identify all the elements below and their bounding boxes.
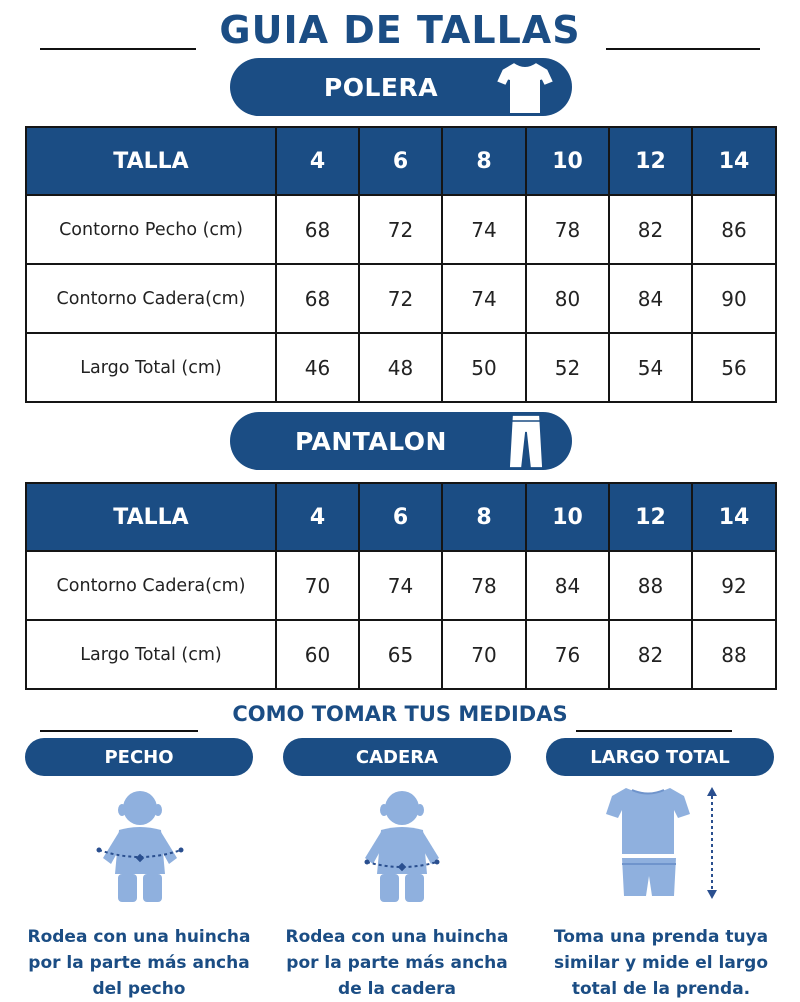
table-cell: 65: [359, 620, 442, 689]
pantalon-size-table: [25, 482, 777, 690]
header-cell: 8: [442, 483, 526, 551]
child-chest-icon: [85, 782, 195, 904]
table-cell: 88: [692, 620, 776, 689]
table-cell: 78: [442, 551, 526, 620]
pants-icon: [506, 412, 546, 470]
section-line-right: [576, 730, 732, 732]
header-cell: 12: [609, 483, 692, 551]
table-cell: 82: [609, 195, 692, 264]
table-cell: 54: [609, 333, 692, 402]
desc-line: Toma una prenda tuya: [553, 927, 769, 947]
desc-line: Rodea con una huincha: [285, 927, 509, 947]
table-cell: 84: [609, 264, 692, 333]
table-cell: 82: [609, 620, 692, 689]
header-cell: 10: [526, 483, 609, 551]
table-cell: 78: [526, 195, 609, 264]
table-cell: 74: [359, 551, 442, 620]
row-label: Contorno Cadera(cm): [26, 551, 276, 620]
desc-line: total de la prenda.: [571, 979, 751, 999]
header-cell: 4: [276, 483, 359, 551]
desc-line: por la parte más ancha: [286, 953, 508, 973]
cadera-pill: [283, 738, 511, 776]
table-cell: 74: [442, 264, 526, 333]
cadera-label: CADERA: [355, 746, 439, 768]
table-header-row: [26, 127, 776, 195]
table-cell: 80: [526, 264, 609, 333]
table-cell: 60: [276, 620, 359, 689]
table-cell: 68: [276, 195, 359, 264]
medidas-title-row: [0, 702, 800, 732]
pecho-pill: [25, 738, 253, 776]
table-cell: 68: [276, 264, 359, 333]
desc-line: de la cadera: [338, 979, 456, 999]
table-row: [26, 264, 776, 333]
table-cell: 76: [526, 620, 609, 689]
row-label: Largo Total (cm): [26, 333, 276, 402]
desc-line: Rodea con una huincha: [27, 927, 251, 947]
header-cell: 6: [359, 483, 442, 551]
row-label: Contorno Cadera(cm): [26, 264, 276, 333]
header-cell: TALLA: [26, 127, 276, 195]
garment-length-icon: [604, 784, 728, 904]
table-cell: 74: [442, 195, 526, 264]
section-line-left: [40, 730, 198, 732]
medidas-title: COMO TOMAR TUS MEDIDAS: [232, 702, 568, 726]
table-cell: 72: [359, 195, 442, 264]
table-cell: 56: [692, 333, 776, 402]
polera-label: POLERA: [323, 72, 439, 102]
cadera-description: [273, 924, 521, 1002]
pecho-description: [15, 924, 263, 1002]
table-cell: 72: [359, 264, 442, 333]
table-row: [26, 333, 776, 402]
table-cell: 48: [359, 333, 442, 402]
child-hip-icon: [347, 782, 457, 904]
header-cell: 6: [359, 127, 442, 195]
table-row: [26, 551, 776, 620]
header-cell: 12: [609, 127, 692, 195]
row-label: Contorno Pecho (cm): [26, 195, 276, 264]
page-title: GUIA DE TALLAS: [219, 8, 581, 52]
table-cell: 70: [442, 620, 526, 689]
header-cell: 10: [526, 127, 609, 195]
largo-total-label: LARGO TOTAL: [590, 746, 730, 768]
table-header-row: [26, 483, 776, 551]
table-cell: 90: [692, 264, 776, 333]
table-cell: 50: [442, 333, 526, 402]
polera-pill: [230, 58, 572, 116]
table-cell: 52: [526, 333, 609, 402]
table-cell: 88: [609, 551, 692, 620]
header-cell: 4: [276, 127, 359, 195]
largo-total-pill: [546, 738, 774, 776]
pantalon-label: PANTALON: [295, 426, 447, 456]
table-cell: 86: [692, 195, 776, 264]
largo-total-description: [536, 924, 786, 1002]
header-cell: 14: [692, 127, 776, 195]
table-row: [26, 195, 776, 264]
header-cell: 14: [692, 483, 776, 551]
desc-line: del pecho: [92, 979, 186, 999]
table-cell: 46: [276, 333, 359, 402]
header-cell: TALLA: [26, 483, 276, 551]
header-cell: 8: [442, 127, 526, 195]
table-cell: 92: [692, 551, 776, 620]
table-cell: 84: [526, 551, 609, 620]
table-cell: 70: [276, 551, 359, 620]
polera-size-table: [25, 126, 777, 403]
title-row: [0, 6, 800, 54]
tshirt-icon: [494, 56, 556, 118]
table-row: [26, 620, 776, 689]
title-line-right: [606, 48, 760, 50]
desc-line: similar y mide el largo: [553, 953, 769, 973]
row-label: Largo Total (cm): [26, 620, 276, 689]
pecho-label: PECHO: [104, 746, 174, 768]
desc-line: por la parte más ancha: [28, 953, 250, 973]
pantalon-pill: [230, 412, 572, 470]
